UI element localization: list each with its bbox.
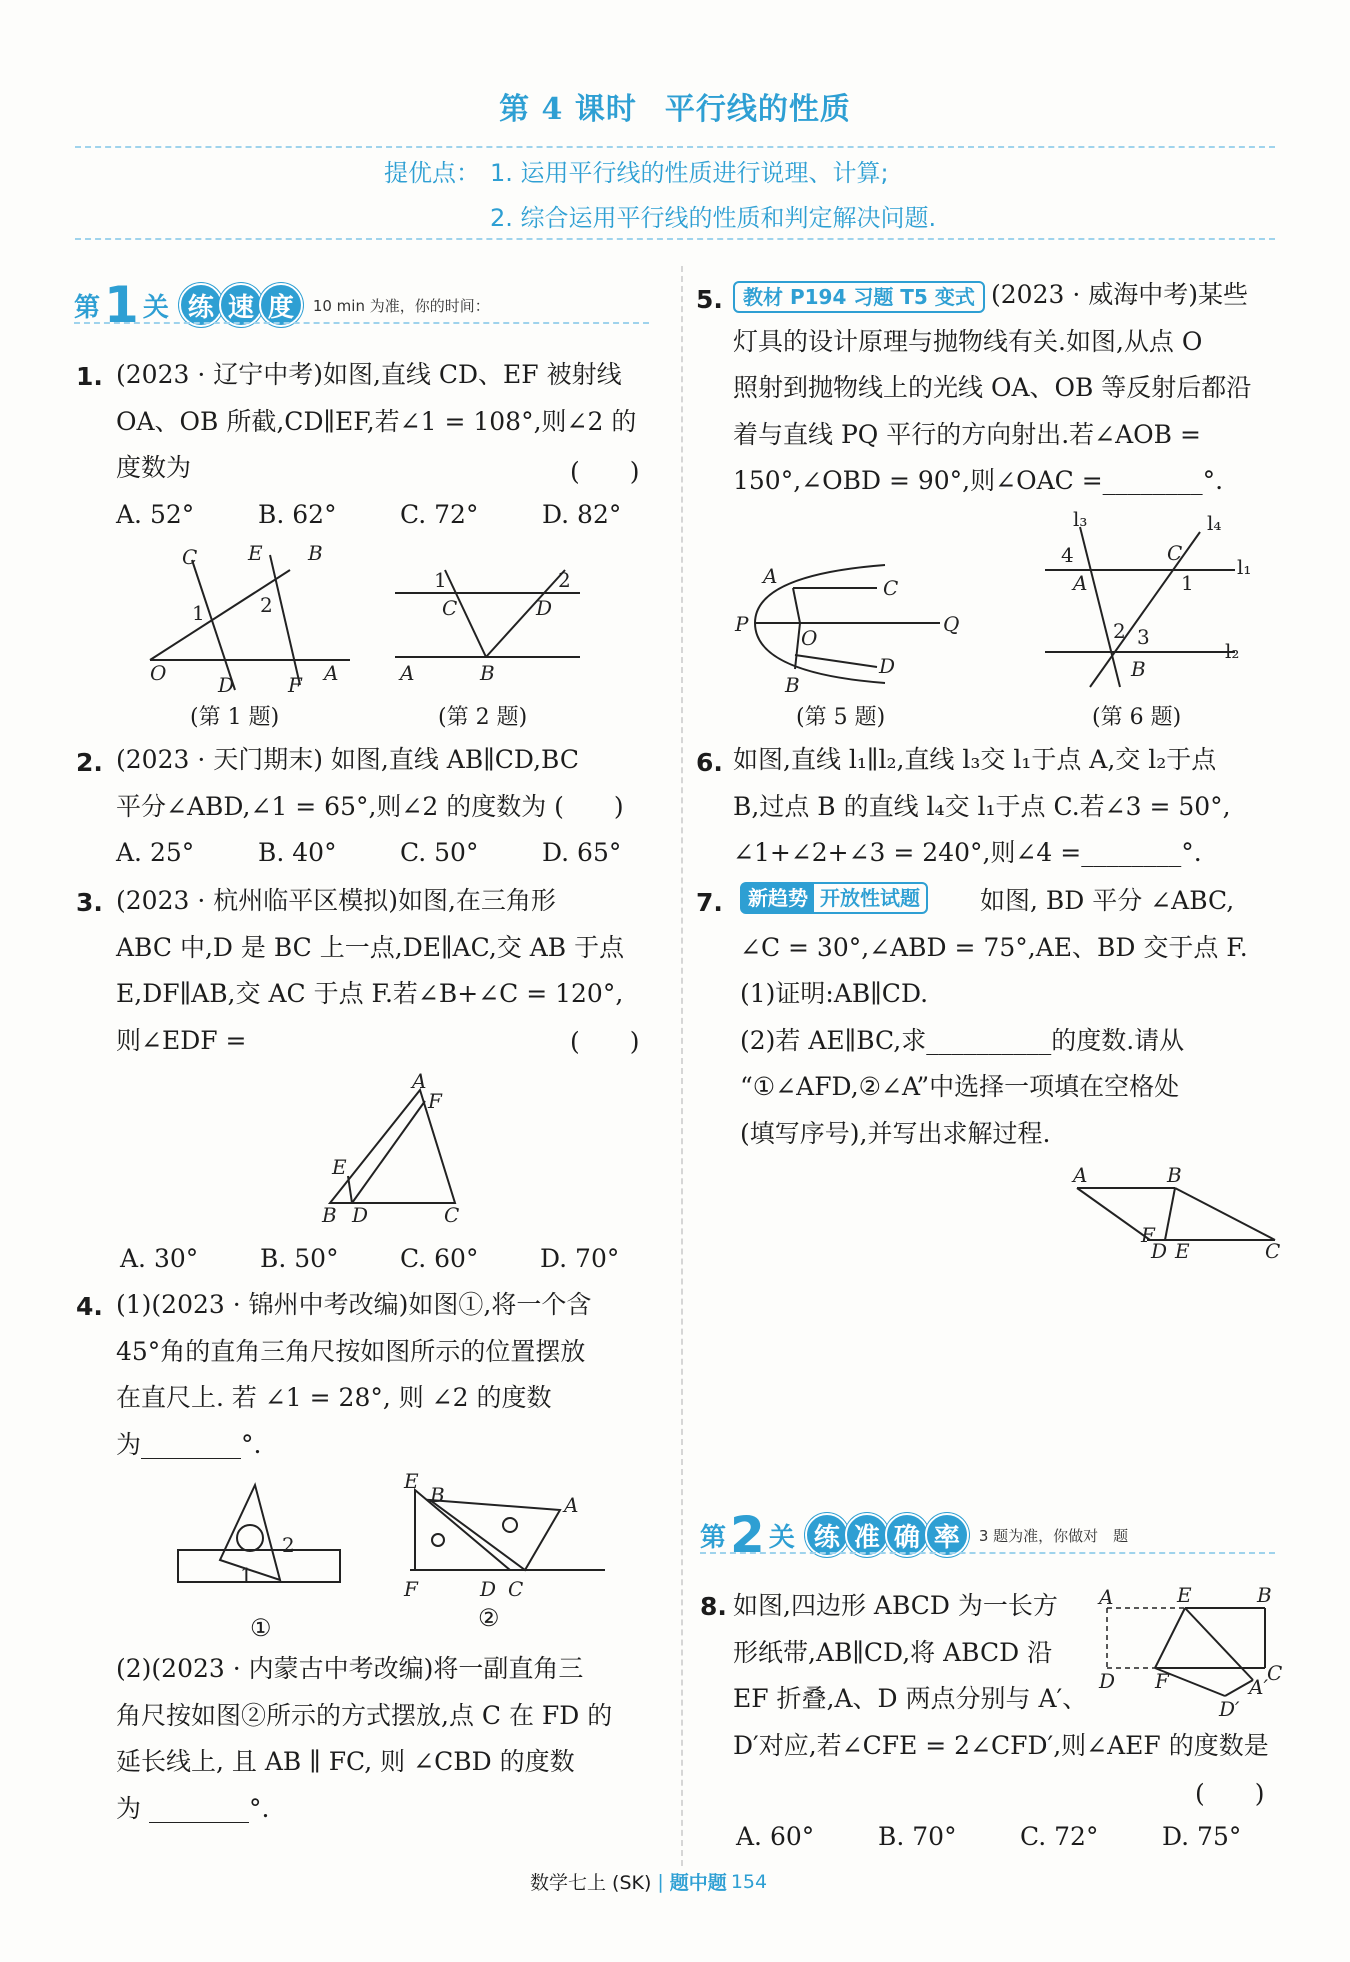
svg-text:1: 1 <box>240 1563 253 1587</box>
question-2-text: (2023 · 天门期末) 如图,直线 AB∥CD,BC 平分∠ABD,∠1 = 65°,则∠2 的度数为 ( ) <box>116 745 624 821</box>
question-3-text: (2023 · 杭州临平区模拟)如图,在三角形 ABC 中,D 是 BC 上一点,DE∥AC,交 AB 于点 E,DF∥AB,交 AC 于点 F.若∠B+∠C = 120°, 则∠EDF = <box>116 886 625 1055</box>
option-d[interactable]: D. 70° <box>540 1244 620 1273</box>
badge-char: 率 <box>925 1513 969 1557</box>
svg-text:C: C <box>1167 541 1183 565</box>
page-title <box>0 84 1350 128</box>
svg-text:C: C <box>182 545 198 569</box>
svg-text:l₁: l₁ <box>1237 555 1252 579</box>
option-c[interactable]: C. 72° <box>400 500 479 529</box>
badge-char: 度 <box>259 283 303 327</box>
svg-text:A: A <box>1073 1163 1088 1187</box>
figure-5 <box>725 555 975 705</box>
lesson-number: 第 4 课时 <box>499 92 637 127</box>
option-b[interactable]: B. 50° <box>260 1244 339 1273</box>
section-number: 2 <box>730 1506 765 1564</box>
question-number: 7. <box>696 888 723 917</box>
svg-text:2: 2 <box>1113 619 1126 643</box>
svg-text:P: P <box>735 612 749 636</box>
question-number: 3. <box>76 888 103 917</box>
svg-text:F: F <box>1141 1223 1155 1247</box>
svg-text:F: F <box>428 1089 442 1113</box>
svg-text:B: B <box>430 1483 445 1507</box>
question-number: 4. <box>76 1292 103 1321</box>
answer-bracket[interactable]: ( ) <box>570 1027 640 1056</box>
figure-4-2 <box>400 1470 610 1610</box>
question-7-tag: 新趋势 开放性试题 <box>740 882 928 914</box>
option-b[interactable]: B. 70° <box>878 1822 957 1851</box>
svg-text:B: B <box>308 541 323 565</box>
divider <box>75 146 1275 148</box>
svg-text:1: 1 <box>434 568 447 592</box>
question-2-options <box>116 838 621 867</box>
focus-item-1: 1. 运用平行线的性质进行说理、计算; <box>490 159 889 187</box>
svg-text:D: D <box>352 1203 369 1227</box>
svg-text:D: D <box>1151 1239 1168 1263</box>
option-c[interactable]: C. 72° <box>1020 1822 1099 1851</box>
figure-2 <box>390 565 590 690</box>
section-note: 3 题为准，你做对 题 <box>978 1526 1129 1545</box>
svg-text:C: C <box>1265 1239 1281 1263</box>
section-suffix: 关 <box>768 1522 795 1553</box>
figure-2-caption: (第 2 题) <box>438 705 528 730</box>
section-note: 10 min 为准，你的时间： <box>312 296 490 315</box>
question-1-options <box>116 500 621 529</box>
svg-text:O: O <box>801 626 818 650</box>
svg-text:D: D <box>1099 1669 1116 1693</box>
svg-text:A: A <box>412 1069 427 1093</box>
section-number: 1 <box>104 276 139 334</box>
question-number: 2. <box>76 748 103 777</box>
svg-text:1: 1 <box>1181 571 1194 595</box>
question-5-tag: 教材 P194 习题 T5 变式 <box>733 281 985 313</box>
option-b[interactable]: B. 40° <box>258 838 337 867</box>
badge-char: 练 <box>179 283 223 327</box>
figure-6 <box>1035 507 1252 692</box>
figure-3 <box>310 1068 470 1228</box>
question-7-text: 如图, BD 平分 ∠ABC, ∠C = 30°,∠ABD = 75°,AE、BD 交于点 F. (1)证明:AB∥CD. (2)若 AE∥BC,求__________的度数.请从 “①∠AFD,②∠A”中选择一项填在空格处 (填写序号),并写出求解过程. <box>740 886 1248 1148</box>
svg-text:A′: A′ <box>1249 1675 1268 1699</box>
figure-5-caption: (第 5 题) <box>796 705 886 730</box>
question-number: 5. <box>696 285 723 314</box>
section-prefix: 第 <box>74 292 101 323</box>
svg-text:2: 2 <box>558 568 571 592</box>
page-number: 154 <box>730 1870 768 1893</box>
focus-label: 提优点： <box>384 159 480 187</box>
svg-text:F: F <box>288 673 302 697</box>
svg-text:B: B <box>1257 1583 1272 1607</box>
svg-text:C: C <box>883 576 899 600</box>
svg-text:l₃: l₃ <box>1073 507 1088 531</box>
section-underline <box>74 322 649 324</box>
answer-bracket[interactable]: ( ) <box>570 457 640 486</box>
option-d[interactable]: D. 65° <box>542 838 622 867</box>
svg-text:B: B <box>322 1203 337 1227</box>
figure-4-1 <box>170 1480 350 1620</box>
svg-text:D: D <box>480 1577 497 1601</box>
question-3-options <box>120 1244 619 1273</box>
divider <box>75 238 1275 240</box>
svg-text:A: A <box>763 564 778 588</box>
figure-label-2: ② <box>478 1604 500 1632</box>
svg-text:2: 2 <box>260 593 273 617</box>
svg-text:F: F <box>1155 1669 1169 1693</box>
svg-text:D: D <box>218 673 235 697</box>
svg-text:E: E <box>404 1469 419 1493</box>
svg-text:B: B <box>785 673 800 697</box>
question-8-options <box>736 1822 1241 1851</box>
option-b[interactable]: B. 62° <box>258 500 337 529</box>
option-d[interactable]: D. 82° <box>542 500 622 529</box>
svg-text:A: A <box>324 661 339 685</box>
svg-text:O: O <box>150 661 167 685</box>
section-2-header <box>700 1506 1128 1564</box>
section-underline <box>700 1552 1275 1554</box>
svg-text:2: 2 <box>282 1533 295 1557</box>
section-1-header <box>74 276 490 334</box>
svg-text:D: D <box>879 654 896 678</box>
svg-text:4: 4 <box>1061 543 1074 567</box>
badge-char: 准 <box>845 1513 889 1557</box>
svg-text:D′: D′ <box>1219 1697 1240 1721</box>
svg-text:3: 3 <box>1137 625 1150 649</box>
page-footer: 数学七上 (SK) | 题中题 154 <box>530 1868 767 1895</box>
question-number: 8. <box>700 1592 727 1621</box>
svg-text:B: B <box>1131 657 1146 681</box>
option-c[interactable]: C. 50° <box>400 838 479 867</box>
section-prefix: 第 <box>700 1522 727 1553</box>
svg-text:C: C <box>442 596 458 620</box>
question-number: 1. <box>76 362 103 391</box>
svg-text:B: B <box>480 661 495 685</box>
svg-text:l₄: l₄ <box>1207 511 1222 535</box>
option-c[interactable]: C. 60° <box>400 1244 479 1273</box>
figure-8 <box>1095 1583 1295 1721</box>
svg-text:1: 1 <box>192 601 205 625</box>
svg-text:E: E <box>1175 1239 1190 1263</box>
question-8-text: 如图,四边形 ABCD 为一长方 形纸带,AB∥CD,将 ABCD 沿 EF 折叠,A、D 两点分别与 A′、 D′对应,若∠CFE = 2∠CFD′,则∠AEF 的度数是 <box>733 1591 1269 1760</box>
badge-char: 速 <box>219 283 263 327</box>
figure-1 <box>140 540 360 700</box>
answer-bracket[interactable]: ( ) <box>1195 1779 1265 1808</box>
option-a[interactable]: A. 52° <box>116 500 195 529</box>
option-d[interactable]: D. 75° <box>1162 1822 1242 1851</box>
svg-text:B: B <box>1167 1163 1182 1187</box>
question-6-text: 如图,直线 l₁∥l₂,直线 l₃交 l₁于点 A,交 l₂于点 B,过点 B 的直线 l₄交 l₁于点 C.若∠3 = 50°, ∠1+∠2+∠3 = 240°,则∠4 =________°. <box>733 745 1231 867</box>
option-a[interactable]: A. 25° <box>116 838 195 867</box>
svg-text:A: A <box>1099 1585 1114 1609</box>
column-divider <box>681 266 683 1866</box>
svg-text:E: E <box>1177 1583 1192 1607</box>
svg-text:E: E <box>332 1155 347 1179</box>
question-4-part2-text: (2)(2023 · 内蒙古中考改编)将一副直角三 角尺按如图②所示的方式摆放,点 C 在 FD 的 延长线上, 且 AB ∥ FC, 则 ∠CBD 的度数 为 ________°. <box>116 1654 613 1823</box>
option-a[interactable]: A. 60° <box>736 1822 815 1851</box>
svg-text:A: A <box>564 1493 579 1517</box>
badge-char: 练 <box>805 1513 849 1557</box>
svg-text:l₂: l₂ <box>1225 639 1240 663</box>
figure-7 <box>1065 1160 1285 1270</box>
svg-text:D: D <box>536 596 553 620</box>
focus-item-2: 2. 综合运用平行线的性质和判定解决问题. <box>490 204 937 232</box>
svg-text:E: E <box>248 541 263 565</box>
figure-1-caption: (第 1 题) <box>190 705 280 730</box>
svg-text:C: C <box>1267 1661 1283 1685</box>
question-5-text: (2023 · 威海中考)某些 灯具的设计原理与抛物线有关.如图,从点 O 照射到抛物线上的光线 OA、OB 等反射后都沿 着与直线 PQ 平行的方向射出.若∠AOB = 150°,∠OBD = 90°,则∠OAC =________°. <box>733 280 1252 495</box>
svg-text:Q: Q <box>943 612 960 636</box>
section-badge <box>179 283 299 327</box>
svg-text:C: C <box>444 1203 460 1227</box>
section-badge <box>805 1513 965 1557</box>
lesson-topic: 平行线的性质 <box>664 92 851 127</box>
question-number: 6. <box>696 748 723 777</box>
question-4-part1-text: (1)(2023 · 锦州中考改编)如图①,将一个含 45°角的直角三角尺按如图所示的位置摆放 在直尺上. 若 ∠1 = 28°, 则 ∠2 的度数 为________°. <box>116 1290 592 1459</box>
footer-book: 数学七上 (SK) <box>530 1872 652 1894</box>
svg-text:F: F <box>404 1577 418 1601</box>
figure-label-1: ① <box>250 1614 272 1642</box>
figure-6-caption: (第 6 题) <box>1092 705 1182 730</box>
footer-series: 题中题 <box>669 1872 727 1894</box>
section-suffix: 关 <box>142 292 169 323</box>
svg-text:C: C <box>508 1577 524 1601</box>
svg-text:A: A <box>400 661 415 685</box>
badge-char: 确 <box>885 1513 929 1557</box>
svg-text:A: A <box>1073 571 1088 595</box>
question-1-text: (2023 · 辽宁中考)如图,直线 CD、EF 被射线 OA、OB 所截,CD∥EF,若∠1 = 108°,则∠2 的 度数为 <box>116 360 637 482</box>
option-a[interactable]: A. 30° <box>120 1244 199 1273</box>
